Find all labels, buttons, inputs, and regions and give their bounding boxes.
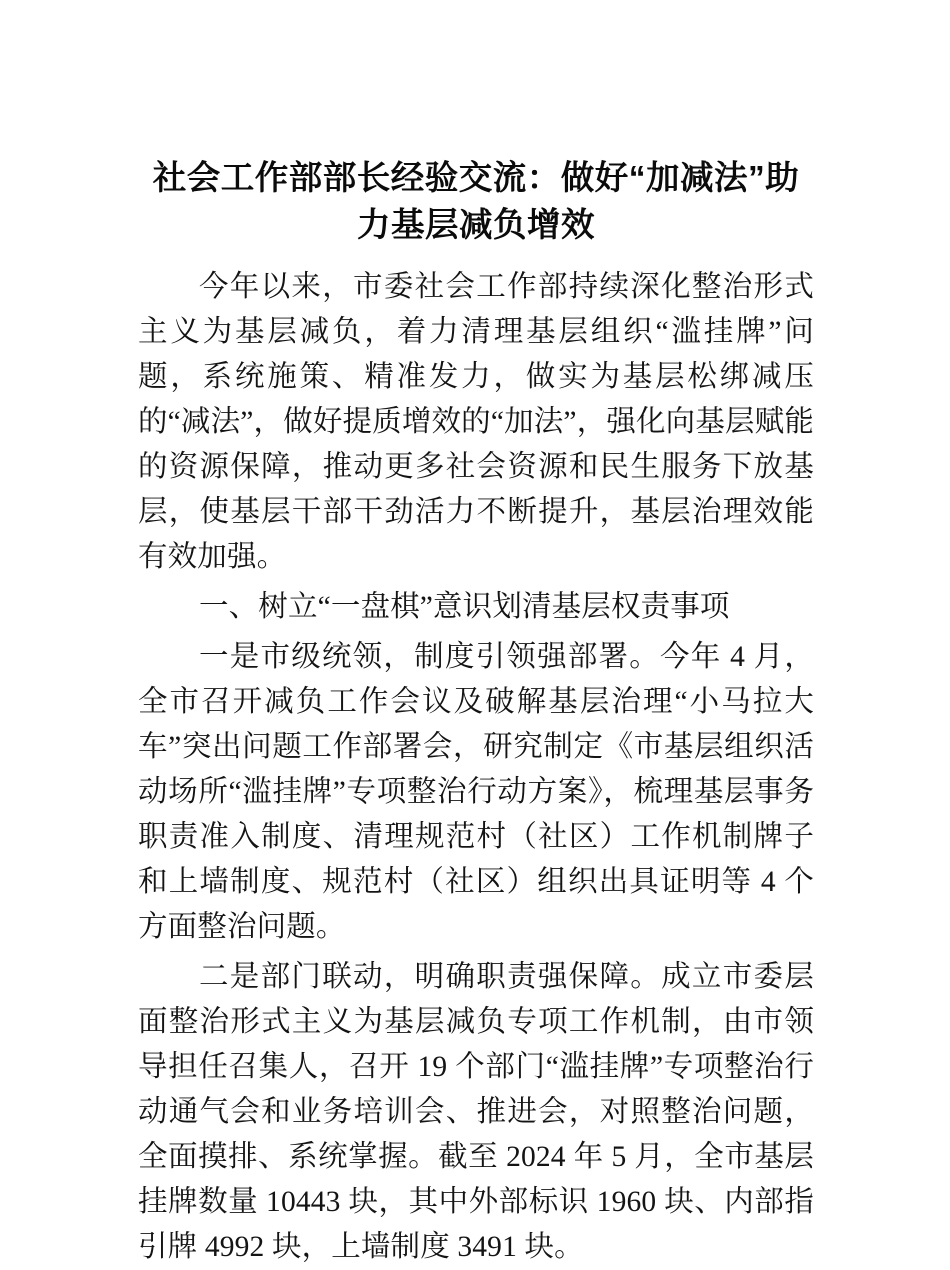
section-heading-one: 一、树立“一盘棋”意识划清基层权责事项 [199, 591, 730, 623]
page-title [138, 155, 814, 249]
paragraph-intro: 今年以来，市委社会工作部持续深化整治形式主义为基层减负，着力清理基层组织“滥挂牌”问题，系统施策、精准发力，做实为基层松绑减压的“减法”，做好提质增效的“加法”，强化向基层赋能的资源保障，推动更多社会资源和民生服务下放基层，使基层干部干劲活力不断提升，基层治理效能有效加强。 [138, 271, 814, 573]
paragraph-point-one: 一是市级统领，制度引领强部署。今年 4 月，全市召开减负工作会议及破解基层治理“小马拉大车”突出问题工作部署会，研究制定《市基层组织活动场所“滥挂牌”专项整治行动方案》，梳理基层事务职责准入制度、清理规范村（社区）工作机制牌子和上墙制度、规范村（社区）组织出具证明等 4 个方面整治问题。 [138, 641, 814, 943]
page-title-line-1: 社会工作部部长经验交流：做好“加减法”助 [152, 160, 800, 197]
page-title-line-2: 力基层减负增效 [357, 207, 595, 244]
document-body [138, 155, 814, 1270]
paragraph-point-two: 二是部门联动，明确职责强保障。成立市委层面整治形式主义为基层减负专项工作机制，由市领导担任召集人，召开 19 个部门“滥挂牌”专项整治行动通气会和业务培训会、推进会，对照整治问题，全面摸排、系统掌握。截至 2024 年 5 月，全市基层挂牌数量 10443 块，其中外部标识 1960 块、内部指引牌 4992 块，上墙制度 3491 块。 [138, 961, 814, 1263]
